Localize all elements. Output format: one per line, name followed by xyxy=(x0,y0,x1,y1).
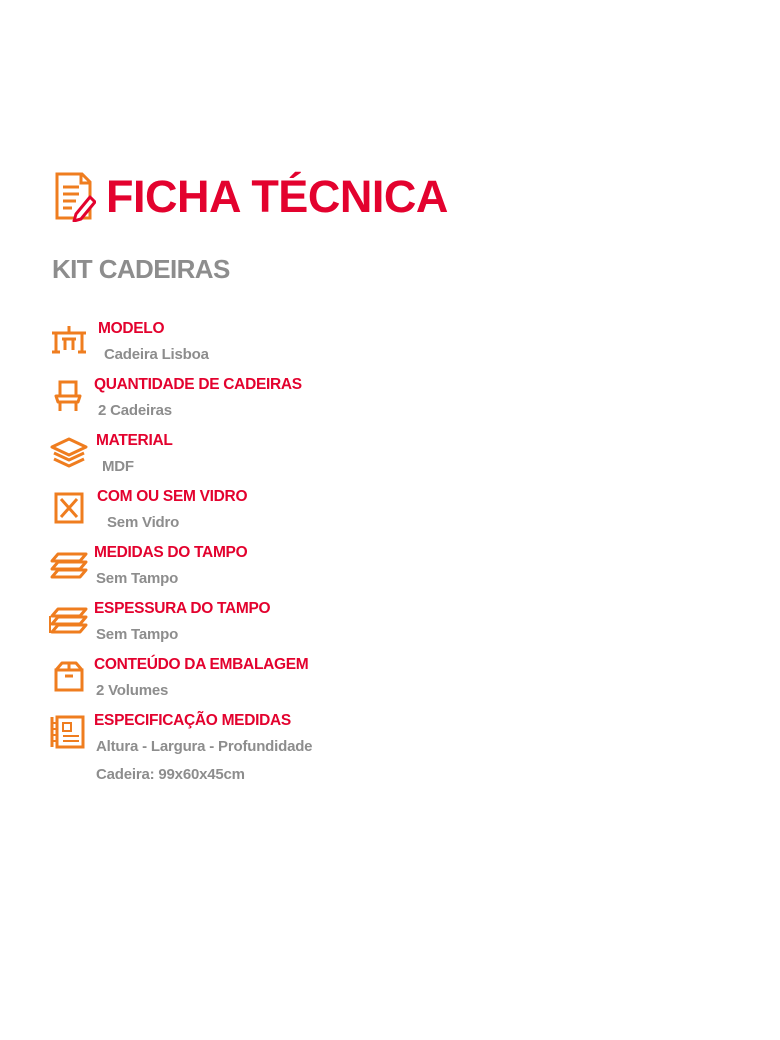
spec-value: 2 Cadeiras xyxy=(98,402,172,419)
page-header xyxy=(52,170,448,222)
spec-label: MATERIAL xyxy=(96,432,173,449)
spec-row-espessura-do-tampo xyxy=(48,600,728,656)
spec-value: MDF xyxy=(102,458,134,475)
spec-list xyxy=(48,320,728,784)
spec-row-modelo xyxy=(48,320,728,376)
spec-value: Cadeira Lisboa xyxy=(104,346,209,363)
document-pen-icon xyxy=(52,170,96,222)
spec-value: Altura - Largura - Profundidade xyxy=(96,738,313,755)
spec-row-medidas-do-tampo xyxy=(48,544,728,600)
spec-label: MEDIDAS DO TAMPO xyxy=(94,544,248,561)
spec-value: Cadeira: 99x60x45cm xyxy=(96,766,245,783)
spec-row-com-ou-sem-vidro xyxy=(48,488,728,544)
spec-label: ESPECIFICAÇÃO MEDIDAS xyxy=(94,712,291,729)
spec-label: CONTEÚDO DA EMBALAGEM xyxy=(94,656,309,673)
spec-value: 2 Volumes xyxy=(96,682,169,699)
spec-label: QUANTIDADE DE CADEIRAS xyxy=(94,376,302,393)
spec-value: Sem Tampo xyxy=(96,570,179,587)
spec-value: Sem Vidro xyxy=(107,514,180,531)
spec-row-especificacao-medidas xyxy=(48,712,728,784)
spec-row-quantidade-de-cadeiras xyxy=(48,376,728,432)
spec-value: Sem Tampo xyxy=(96,626,179,643)
spec-label: COM OU SEM VIDRO xyxy=(97,488,248,505)
kit-subtitle: KIT CADEIRAS xyxy=(52,254,230,284)
spec-row-material xyxy=(48,432,728,488)
spec-label: MODELO xyxy=(98,320,165,337)
spec-label: ESPESSURA DO TAMPO xyxy=(94,600,271,617)
page-title: FICHA TÉCNICA xyxy=(106,170,448,222)
spec-row-conteudo-da-embalagem xyxy=(48,656,728,712)
